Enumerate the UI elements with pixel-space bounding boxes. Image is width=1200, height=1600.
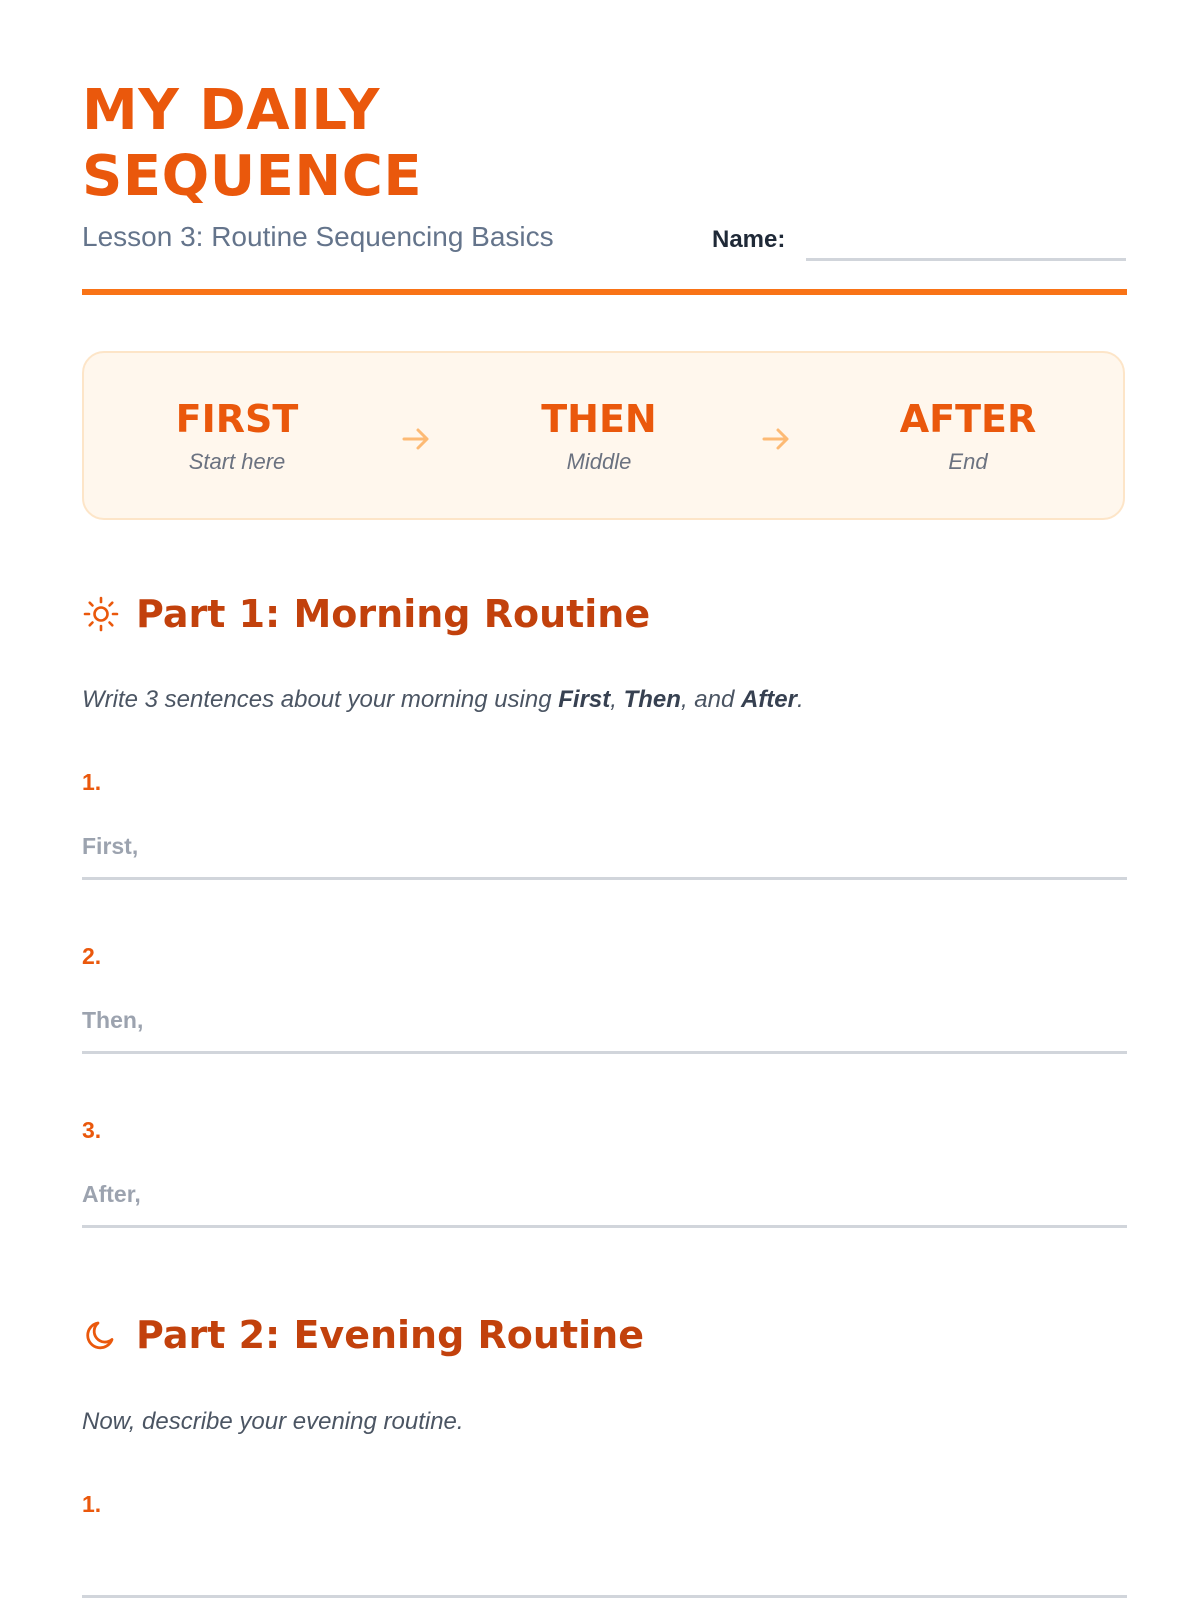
- name-label: Name:: [712, 226, 786, 253]
- sequence-hint: End: [948, 449, 988, 474]
- answer-line[interactable]: [82, 877, 1127, 880]
- item-number: 2.: [82, 943, 102, 969]
- item-number: 1.: [82, 769, 102, 795]
- moon-icon: [82, 1316, 120, 1354]
- sequence-hint: Middle: [566, 449, 632, 474]
- instruction-separator: , and: [680, 686, 741, 713]
- instruction-end: .: [797, 686, 804, 713]
- page-title: [82, 78, 682, 210]
- item-number: 1.: [82, 1491, 102, 1517]
- lesson-subtitle: Lesson 3: Routine Sequencing Basics: [82, 221, 554, 252]
- header-divider: [82, 289, 1127, 295]
- part1-heading: [82, 592, 650, 636]
- part2-heading: [82, 1313, 644, 1357]
- sequence-word: AFTER: [899, 397, 1037, 441]
- title-line-2: SEQUENCE: [82, 144, 423, 209]
- sequence-step-then: [489, 397, 709, 475]
- part1-title: Part 1: Morning Routine: [136, 592, 651, 636]
- keyword-then: Then: [623, 686, 681, 713]
- answer-line[interactable]: [82, 1225, 1127, 1228]
- arrow-right-icon: [760, 423, 792, 455]
- instruction-text: Write 3 sentences about your morning using: [82, 686, 559, 713]
- sequence-hint: Start here: [188, 449, 286, 474]
- sequence-word: THEN: [541, 397, 657, 441]
- part2-instruction: Now, describe your evening routine.: [82, 1408, 464, 1435]
- sun-icon: [82, 595, 120, 633]
- answer-line[interactable]: [82, 1051, 1127, 1054]
- name-field-line[interactable]: [806, 258, 1126, 261]
- sequence-step-after: [858, 397, 1078, 475]
- sentence-starter: After,: [82, 1181, 141, 1207]
- instruction-separator: ,: [610, 686, 624, 713]
- part2-title: Part 2: Evening Routine: [136, 1313, 644, 1357]
- sentence-starter: Then,: [82, 1007, 144, 1033]
- title-line-1: MY DAILY: [82, 78, 380, 143]
- sequence-step-first: [127, 397, 347, 475]
- sentence-starter: First,: [82, 833, 139, 859]
- arrow-right-icon: [400, 423, 432, 455]
- item-number: 3.: [82, 1117, 102, 1143]
- keyword-first: First: [558, 686, 611, 713]
- sequence-panel: [82, 351, 1125, 520]
- keyword-after: After: [740, 686, 797, 713]
- sequence-word: FIRST: [175, 397, 299, 441]
- answer-line[interactable]: [82, 1595, 1127, 1598]
- part1-instruction: [82, 686, 804, 714]
